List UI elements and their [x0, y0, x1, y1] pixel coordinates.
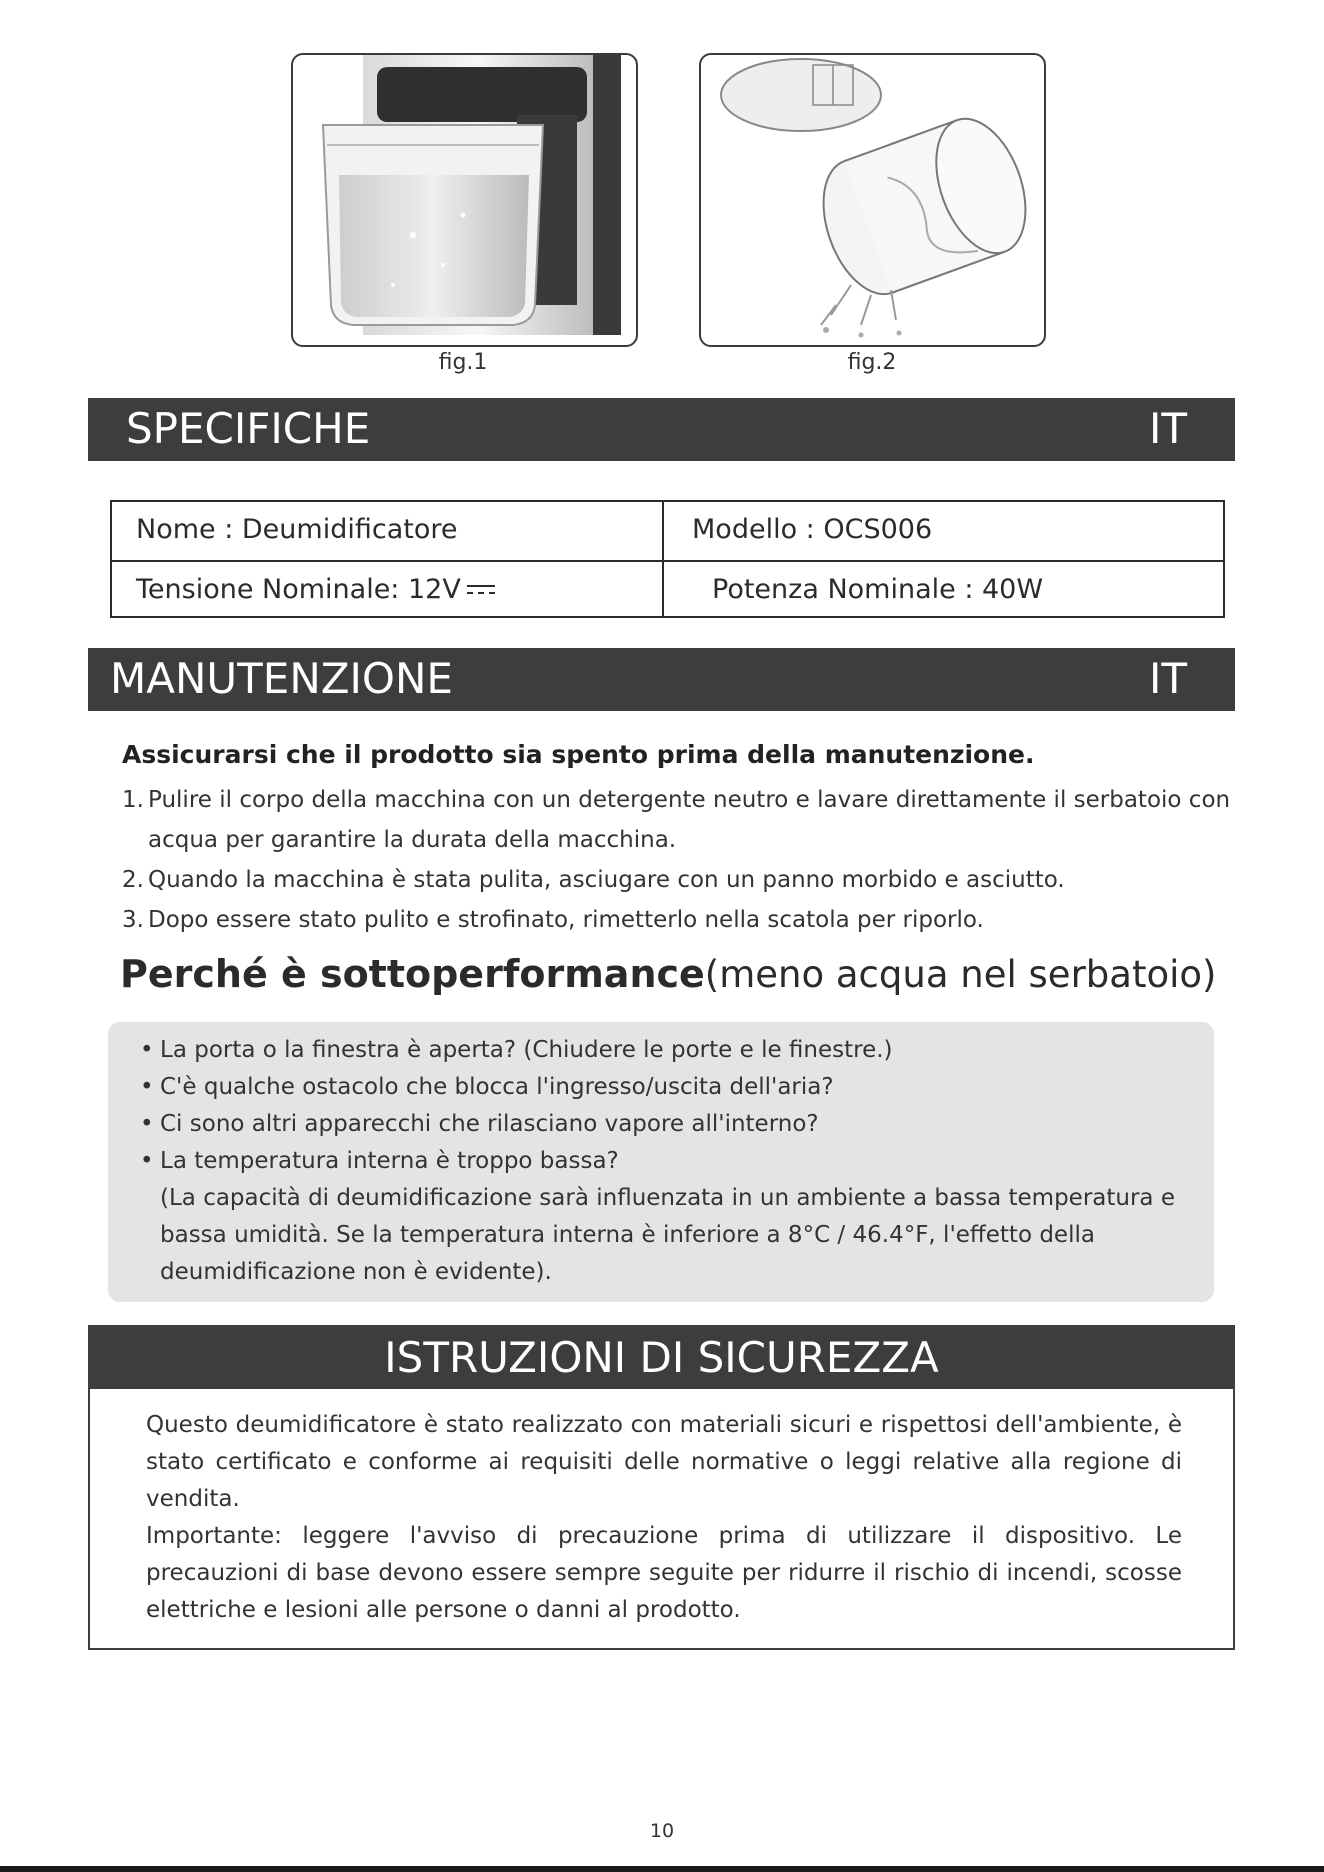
safety-box	[88, 1325, 1235, 1650]
specs-title: SPECIFICHE	[126, 404, 371, 453]
performance-bullet: • C'è qualche ostacolo che blocca l'ingresso/uscita dell'aria?	[140, 1074, 834, 1100]
safety-header-bar	[90, 1327, 1233, 1389]
maintenance-lang: IT	[1148, 654, 1187, 703]
performance-title-bold: Perché è sottoperformance	[120, 952, 705, 996]
spec-voltage-text: Tensione Nominale: 12V	[136, 574, 461, 605]
performance-bullet-text: La temperatura interna è troppo bassa?	[160, 1148, 619, 1174]
maintenance-item-text: Quando la macchina è stata pulita, asciugare con un panno morbido e asciutto.	[148, 867, 1065, 893]
maintenance-header-bar	[88, 648, 1235, 711]
performance-title	[120, 952, 1216, 996]
safety-text	[146, 1407, 1182, 1629]
performance-bullet: • Ci sono altri apparecchi che rilasciano vapore all'interno?	[140, 1111, 819, 1137]
specs-row-1	[112, 502, 1223, 560]
maintenance-item-number: 3.	[122, 907, 144, 933]
performance-bullet-text: C'è qualche ostacolo che blocca l'ingresso/uscita dell'aria?	[160, 1074, 834, 1100]
maintenance-item	[122, 780, 1232, 860]
maintenance-item-text: Pulire il corpo della macchina con un detergente neutro e lavare direttamente il serbatoio con acqua per garantire la durata della macchina.	[148, 787, 1231, 853]
figure-1	[291, 53, 638, 347]
performance-box	[108, 1022, 1214, 1302]
spec-name: Nome : Deumidificatore	[136, 514, 458, 545]
performance-title-normal: (meno acqua nel serbatoio)	[704, 953, 1217, 996]
specs-header-bar	[88, 398, 1235, 461]
specs-row-2	[112, 560, 1223, 620]
performance-note: (La capacità di deumidificazione sarà influenzata in un ambiente a bassa temperatura e bassa umidità. Se la temperatura interna è inferiore a 8°C / 46.4°F, l'effetto della deumidificazione non è evidente).	[160, 1185, 1175, 1285]
bottom-rule	[0, 1866, 1324, 1872]
maintenance-list	[122, 780, 1232, 940]
safety-title: ISTRUZIONI DI SICUREZZA	[384, 1333, 939, 1382]
maintenance-item-number: 2.	[122, 867, 144, 893]
page-number: 10	[649, 1820, 675, 1842]
maintenance-title: MANUTENZIONE	[110, 654, 453, 703]
maintenance-item-text: Dopo essere stato pulito e strofinato, rimetterlo nella scatola per riporlo.	[148, 907, 984, 933]
tank-rinse-icon	[701, 55, 1044, 345]
spec-model: Modello : OCS006	[692, 514, 933, 545]
performance-bullet-text: La porta o la finestra è aperta? (Chiudere le porte e le finestre.)	[160, 1037, 893, 1063]
performance-bullet: • La porta o la finestra è aperta? (Chiudere le porte e le finestre.)	[140, 1037, 893, 1063]
performance-bullet-text: Ci sono altri apparecchi che rilasciano vapore all'interno?	[160, 1111, 819, 1137]
performance-list	[140, 1032, 1190, 1291]
maintenance-item	[122, 900, 1232, 940]
maintenance-item-number: 1.	[122, 787, 144, 813]
figure-1-caption: fig.1	[438, 350, 488, 375]
dc-current-icon	[467, 585, 495, 597]
spec-power: Potenza Nominale : 40W	[712, 574, 1044, 605]
specs-lang: IT	[1148, 404, 1187, 453]
maintenance-item	[122, 860, 1232, 900]
figure-2	[699, 53, 1046, 347]
maintenance-lead: Assicurarsi che il prodotto sia spento prima della manutenzione.	[122, 740, 1035, 769]
safety-paragraph-2: Importante: leggere l'avviso di precauzione prima di utilizzare il dispositivo. Le precauzioni di base devono essere sempre seguite per ridurre il rischio di incendi, scosse elettriche e lesioni alle persone o danni al prodotto.	[146, 1523, 1182, 1623]
specs-table	[110, 500, 1225, 618]
figure-2-caption: fig.2	[847, 350, 897, 375]
safety-paragraph-1: Questo deumidificatore è stato realizzato con materiali sicuri e rispettosi dell'ambiente, è stato certificato e conforme ai requisiti delle normative o leggi relative alla regione di vendita.	[146, 1412, 1182, 1512]
spec-voltage	[136, 562, 495, 620]
performance-bullet: • La temperatura interna è troppo bassa?	[140, 1148, 619, 1174]
dehumidifier-tank-icon	[293, 55, 636, 345]
